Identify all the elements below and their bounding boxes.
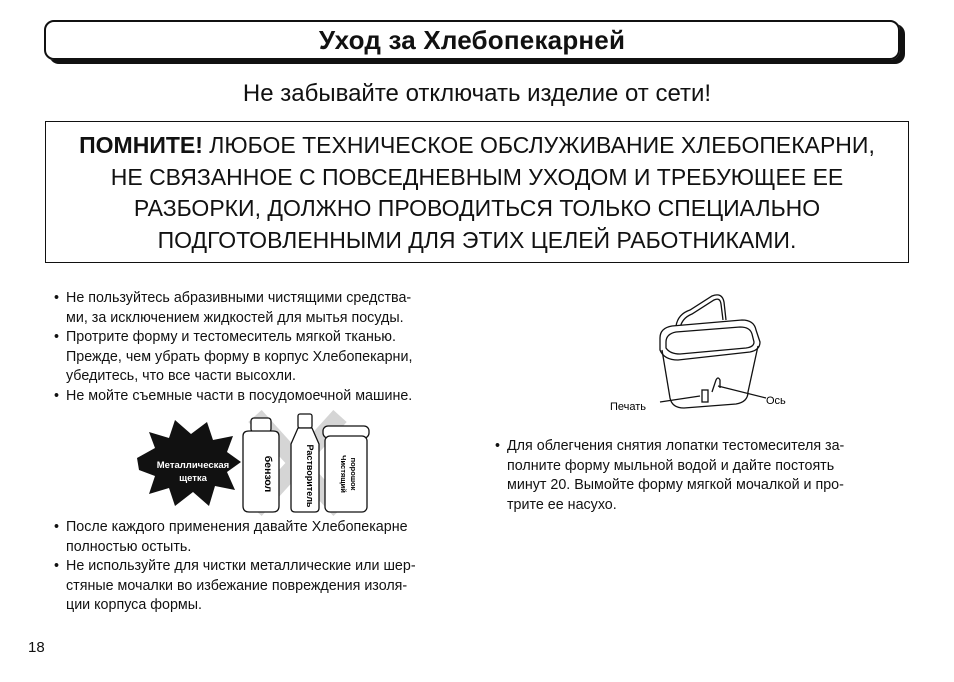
page-title-box xyxy=(44,20,900,60)
list-item: • Протрите форму и тестомеситель мягкой тканью. Прежде, чем убрать форму в корпус Хлебопекарни, убедитесь, что все части высохли. xyxy=(54,328,484,387)
care-instructions-list xyxy=(54,289,484,406)
page-title: Уход за Хлебопекарней xyxy=(318,24,626,55)
pan-label-seal: Печать xyxy=(610,401,647,413)
list-item: • Не мойте съемные части в посудомоечной машине. xyxy=(54,387,484,407)
benzene-bottle-icon xyxy=(243,418,279,512)
brush-label-line-1: Металлическая xyxy=(156,460,230,471)
jar-label-line-2: порошок xyxy=(349,457,358,491)
bottle-1-label: бензол xyxy=(262,455,274,493)
jar-label-line-1: Чистящий xyxy=(339,455,348,493)
metal-brush-icon xyxy=(137,420,241,506)
unplug-reminder: Не забывайте отключать изделие от сети! xyxy=(242,80,712,107)
cleaning-powder-jar-icon xyxy=(323,426,369,512)
paddle-removal-tip xyxy=(495,437,905,515)
list-item: • Не пользуйтесь абразивными чистящими средства- ми, за исключением жидкостей для мытья посуды. xyxy=(54,289,484,328)
list-item: • Для облегчения снятия лопатки тестомесителя за- полните форму мыльной водой и дайте постоять минут 20. Вымойте форму мягкой мочалкой и про- трите ее насухо. xyxy=(495,437,905,515)
warning-line-2: НЕ СВЯЗАННОЕ С ПОВСЕДНЕВНЫМ УХОДОМ И ТРЕБУЮЩЕЕ ЕЕ xyxy=(110,163,844,190)
warning-line-4: ПОДГОТОВЛЕННЫМИ ДЛЯ ЭТИХ ЦЕЛЕЙ РАБОТНИКАМИ. xyxy=(157,226,797,253)
brush-label-line-2: щетка xyxy=(179,473,207,484)
prohibited-cleaners-illustration xyxy=(135,410,375,518)
solvent-bottle-icon xyxy=(291,414,319,512)
page-number: 18 xyxy=(28,639,45,656)
warning-line-1-text: ЛЮБОЕ ТЕХНИЧЕСКОЕ ОБСЛУЖИВАНИЕ ХЛЕБОПЕКАРНИ, xyxy=(202,132,875,158)
care-instructions-list-2 xyxy=(54,518,484,616)
warning-line-1 xyxy=(46,130,908,162)
baking-pan-illustration xyxy=(600,290,800,420)
baking-pan-icon xyxy=(660,295,766,408)
warning-box xyxy=(45,121,909,263)
list-item: • После каждого применения давайте Хлебопекарне полностью остыть. xyxy=(54,518,484,557)
pan-label-shaft: Ось xyxy=(766,395,786,407)
list-item: • Не используйте для чистки металлические или шер- стяные мочалки во избежание повреждения изоля- ции корпуса формы. xyxy=(54,557,484,616)
warning-line-3: РАЗБОРКИ, ДОЛЖНО ПРОВОДИТЬСЯ ТОЛЬКО СПЕЦИАЛЬНО xyxy=(133,195,821,221)
bottle-2-label: Растворитель xyxy=(305,444,315,508)
warning-lead: ПОМНИТЕ! xyxy=(79,132,203,158)
